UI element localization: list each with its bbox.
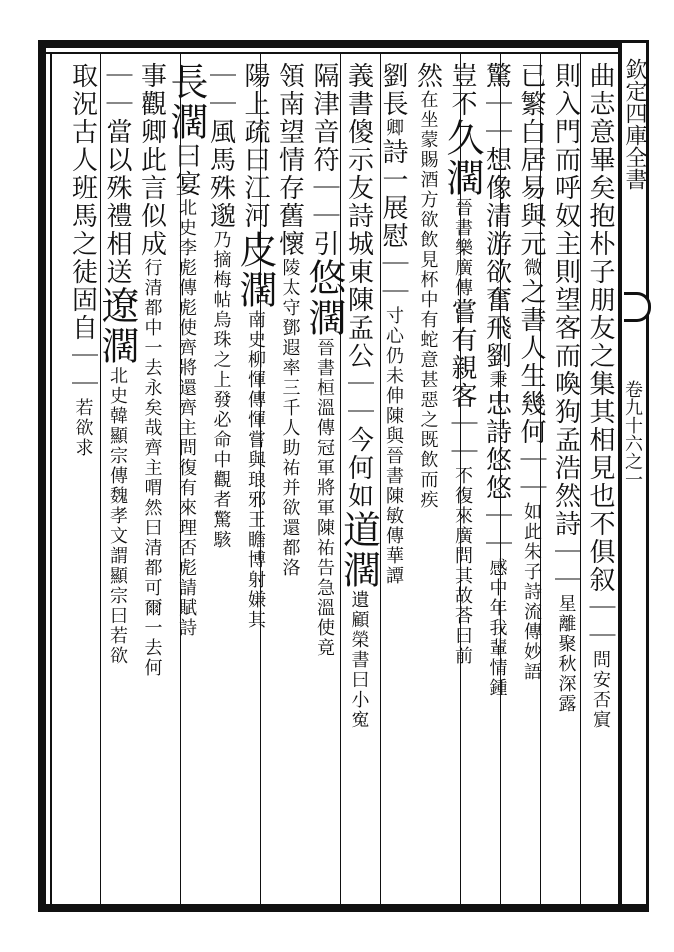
body-text: ｜｜ <box>481 502 512 558</box>
body-text: 領南望情存舊懷 <box>274 62 305 258</box>
body-text: ｜｜ <box>378 250 408 306</box>
body-text: ｜｜ <box>102 62 132 118</box>
volume-label: 卷九十六之一 <box>622 380 643 488</box>
entry-headword: 長濶 <box>164 62 208 142</box>
annotation-text: 行清都中一去永矣哉齊主喟然曰清都可爾一去何 <box>141 258 163 678</box>
text-column <box>440 62 484 666</box>
body-text: 詩一展慰 <box>378 138 408 250</box>
text-column <box>481 62 513 698</box>
body-text: 陽上疏曰江河 <box>240 62 270 230</box>
text-column <box>136 62 168 678</box>
annotation-text: 感中年我輩情鍾 <box>486 558 508 698</box>
body-text: 今何如 <box>343 426 374 510</box>
body-text: 取況古人班馬之徒固自 <box>67 62 98 342</box>
body-text: 隔津音符 <box>309 62 339 174</box>
body-text: 則入門而呼奴主則望客而喚狗孟浩然詩 <box>550 62 581 538</box>
left-border-thick <box>38 40 46 912</box>
annotation-text: 陳與 <box>383 406 404 446</box>
body-text: ｜｜ <box>550 538 581 594</box>
entry-headword: 皮濶 <box>233 230 277 310</box>
entry-headword: 悠濶 <box>302 258 346 338</box>
body-text: 豈不 <box>447 62 477 118</box>
left-border-thin <box>50 52 52 904</box>
annotation-text: 不復來廣問其故荅曰前 <box>452 466 473 666</box>
body-text: ｜｜ <box>447 410 477 466</box>
annotation-text: 微 <box>521 258 542 278</box>
entry-headword: 久濶 <box>440 118 484 198</box>
body-text: ｜｜ <box>309 174 339 230</box>
text-column <box>377 62 409 586</box>
body-text: 忠詩悠悠 <box>481 390 512 502</box>
text-column <box>205 62 237 550</box>
annotation-text: 星離聚秋深露 <box>555 594 577 714</box>
text-column <box>515 62 547 682</box>
body-text: ｜｜ <box>343 370 374 426</box>
annotation-text: 遺顧榮書曰小寃 <box>348 590 370 730</box>
entry-headword: 遼濶 <box>95 286 139 366</box>
annotation-text: 秉 <box>486 370 508 390</box>
column-divider <box>340 54 341 904</box>
body-text: 嘗有親客 <box>447 298 477 410</box>
text-column <box>233 62 277 630</box>
annotation-text: 在坐蒙賜酒方欲飲見杯中有蛇意甚惡之既飲而疾 <box>417 90 439 510</box>
annotation-text: 若欲求 <box>72 398 94 458</box>
text-column <box>550 62 582 714</box>
annotation-text: 南史柳惲傳惲嘗與琅邪王瞻博射嫌其 <box>245 310 266 630</box>
body-text: ｜｜ <box>585 594 615 650</box>
annotation-text: 陵太守鄧遐率三千人助祐并欲還都洛 <box>279 258 301 578</box>
book-title: 欽定四庫全書 <box>622 58 647 190</box>
text-column <box>336 62 381 730</box>
right-margin-top <box>618 40 648 43</box>
annotation-text: 卿 <box>383 118 404 138</box>
body-text: 事觀卿此言似成 <box>136 62 167 258</box>
body-text: 已繁白居易與元 <box>516 62 546 258</box>
body-text: 劉長 <box>378 62 408 118</box>
body-text: 當以殊禮相送 <box>102 118 132 286</box>
annotation-text: 北史李彪傳彪使齊將還齊主問復有來理否彪請賦詩 <box>176 198 197 638</box>
body-text: 曰宴 <box>171 142 201 198</box>
annotation-text: 晉書樂廣傳 <box>452 198 473 298</box>
body-text: ｜｜ <box>481 90 512 146</box>
annotation-text: 如此朱子詩流傳妙語 <box>521 502 542 682</box>
body-text: 之書人生幾何 <box>516 278 546 446</box>
body-text: 風馬殊邈 <box>205 118 236 230</box>
entry-headword: 道濶 <box>336 510 381 590</box>
text-column <box>302 62 346 658</box>
text-column <box>584 62 616 730</box>
top-border-thin <box>38 52 618 54</box>
body-text: ｜｜ <box>516 446 546 502</box>
text-column <box>412 62 444 510</box>
annotation-text: 問安否賔 <box>590 650 611 730</box>
body-text: ｜｜ <box>67 342 98 398</box>
text-column <box>67 62 99 458</box>
body-text: 曲志意畢矣抱朴子朋友之集其相見也不俱叙 <box>585 62 615 594</box>
body-text: 然 <box>412 62 443 90</box>
body-text: ｜｜ <box>205 62 236 118</box>
annotation-text: 晉書陳敏傳華譚 <box>383 446 404 586</box>
annotation-text: 北史韓顯宗傳魏孝文謂顯宗曰若欲 <box>107 366 128 666</box>
bottom-border-thick <box>38 904 648 912</box>
text-column <box>95 62 139 666</box>
top-border-thick <box>38 40 618 48</box>
annotation-text: 寸心仍未伸 <box>383 306 404 406</box>
text-column <box>164 62 208 638</box>
body-text: 義書傻示友詩城東陳孟公 <box>343 62 374 370</box>
annotation-text: 晉書桓溫傳冠軍將軍陳祐告急溫使竟 <box>314 338 335 658</box>
body-text: 想像清游欲奮飛劉 <box>481 146 512 370</box>
annotation-text: 乃摘梅帖烏珠之上發必命中觀者驚駭 <box>210 230 232 550</box>
body-text: 引 <box>309 230 339 258</box>
text-column <box>274 62 306 578</box>
fishtail-mark <box>624 292 651 322</box>
body-text: 驚 <box>481 62 512 90</box>
